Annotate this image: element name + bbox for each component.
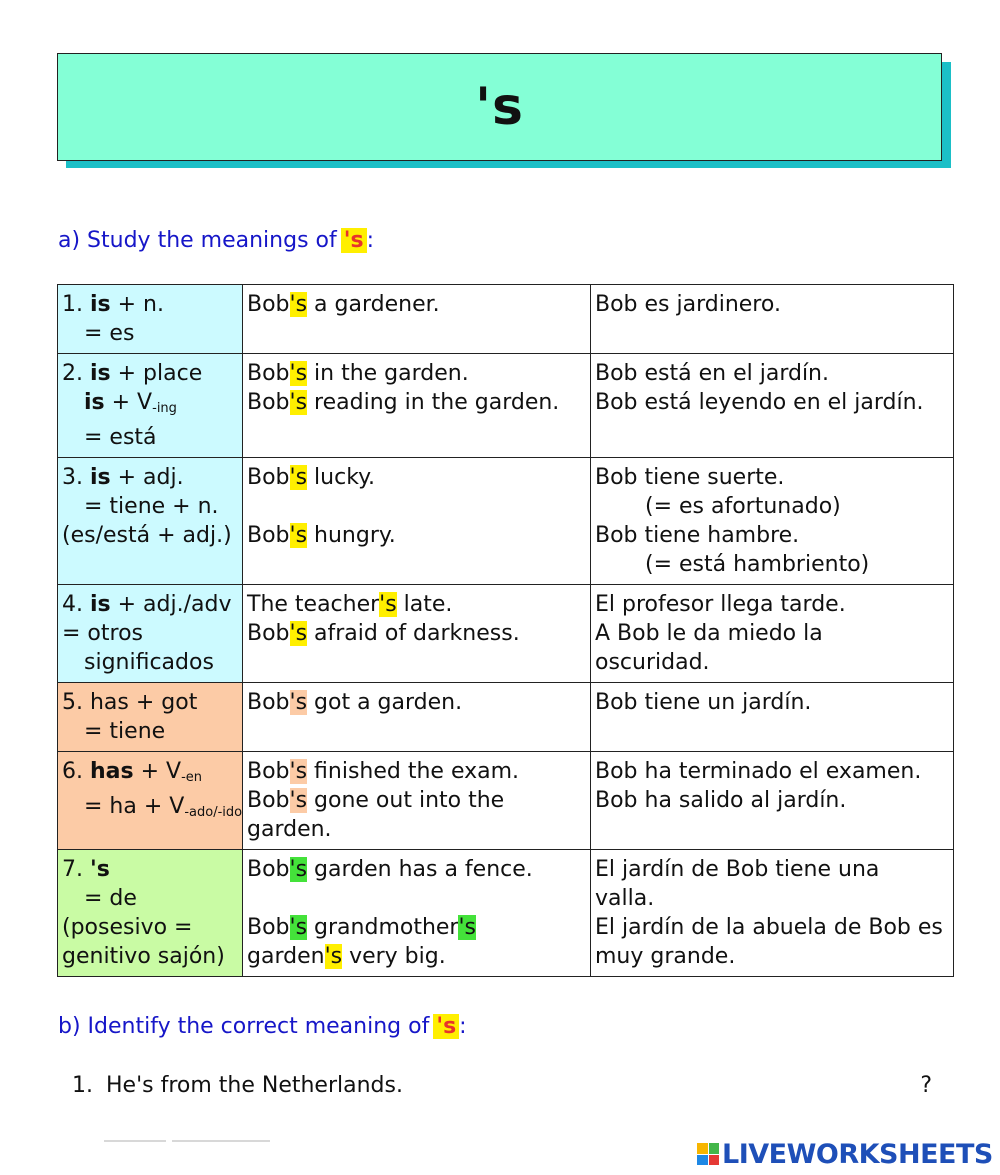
- equivalence: = otros: [62, 621, 143, 646]
- pattern-text: 5. has + got: [62, 690, 198, 715]
- translation-text: El profesor llega tarde.: [595, 592, 846, 617]
- example-text: Bob: [247, 621, 290, 646]
- row-number: 2.: [62, 361, 83, 386]
- section-a-colon: :: [366, 228, 375, 253]
- title-banner: [57, 53, 942, 161]
- example-text: Bob: [247, 523, 290, 548]
- example-text: gone out into the: [307, 788, 505, 813]
- example-cell: [243, 585, 591, 683]
- pattern-text: + place: [110, 361, 203, 386]
- equivalence-note: genitivo sajón): [62, 944, 225, 969]
- section-b-mark: 's: [433, 1014, 459, 1039]
- equivalence: = de: [84, 886, 137, 911]
- keyword: is: [90, 465, 111, 490]
- equivalence: = tiene: [84, 719, 166, 744]
- pattern-text: + V: [104, 390, 153, 415]
- example-text: Bob: [247, 915, 290, 940]
- table-row: [58, 458, 954, 585]
- equivalence: significados: [84, 650, 214, 675]
- example-cell: [243, 354, 591, 458]
- table-row: [58, 585, 954, 683]
- example-text: a gardener.: [307, 292, 440, 317]
- example-cell: [243, 285, 591, 354]
- example-text: late.: [396, 592, 453, 617]
- translation-cell: [591, 354, 954, 458]
- example-text: Bob: [247, 465, 290, 490]
- translation-cell: [591, 850, 954, 977]
- example-text: lucky.: [307, 465, 376, 490]
- apostrophe-s-highlight: 's: [289, 690, 308, 715]
- equivalence: = está: [84, 425, 157, 450]
- translation-cell: [591, 585, 954, 683]
- example-text: got a garden.: [307, 690, 463, 715]
- liveworksheets-logo: [697, 1138, 993, 1170]
- translation-note: (= está hambriento): [645, 552, 870, 577]
- translation-text: Bob tiene suerte.: [595, 465, 785, 490]
- section-b-heading: [58, 1014, 467, 1039]
- example-text: The teacher: [247, 592, 380, 617]
- example-text: Bob: [247, 690, 290, 715]
- section-b-colon: :: [459, 1014, 467, 1039]
- keyword: is: [90, 592, 111, 617]
- example-cell: [243, 850, 591, 977]
- subscript: -ado/-ido: [184, 805, 243, 820]
- row-number: 7.: [62, 857, 83, 882]
- apostrophe-s-highlight: 's: [289, 759, 308, 784]
- answer-blank-line: [172, 1140, 270, 1142]
- equivalence-note: (es/está + adj.): [62, 523, 232, 548]
- example-text: garden has a fence.: [307, 857, 533, 882]
- apostrophe-s-highlight: 's: [289, 361, 308, 386]
- meaning-cell: [58, 285, 243, 354]
- logo-badge-icon: [697, 1143, 719, 1165]
- example-text: Bob: [247, 390, 290, 415]
- example-text: Bob: [247, 361, 290, 386]
- translation-text: Bob es jardinero.: [595, 292, 781, 317]
- answer-blank-line: [104, 1140, 166, 1142]
- pattern-text: + adj./adv: [110, 592, 232, 617]
- meaning-cell: [58, 354, 243, 458]
- question-item: [72, 1073, 932, 1098]
- translation-text: Bob ha salido al jardín.: [595, 788, 847, 813]
- apostrophe-s-highlight: 's: [289, 390, 308, 415]
- page-title: 's: [475, 77, 524, 137]
- translation-text: oscuridad.: [595, 650, 710, 675]
- example-text: garden.: [247, 817, 332, 842]
- section-a-heading: [58, 228, 374, 253]
- apostrophe-s-highlight: 's: [324, 944, 343, 969]
- keyword: is: [90, 292, 111, 317]
- answer-dropdown[interactable]: ?: [920, 1073, 932, 1098]
- example-text: Bob: [247, 788, 290, 813]
- apostrophe-s-highlight: 's: [289, 788, 308, 813]
- meaning-cell: [58, 752, 243, 850]
- translation-cell: [591, 458, 954, 585]
- meaning-cell: [58, 850, 243, 977]
- translation-text: valla.: [595, 886, 655, 911]
- table-row: [58, 354, 954, 458]
- translation-text: Bob ha terminado el examen.: [595, 759, 922, 784]
- translation-text: Bob está leyendo en el jardín.: [595, 390, 924, 415]
- keyword: is: [90, 361, 111, 386]
- meaning-cell: [58, 683, 243, 752]
- pattern-text: + n.: [110, 292, 164, 317]
- translation-text: Bob está en el jardín.: [595, 361, 829, 386]
- translation-text: Bob tiene hambre.: [595, 523, 800, 548]
- meanings-table: [57, 284, 954, 977]
- section-a-label: a) Study the meanings of: [58, 228, 337, 253]
- logo-text: LIVEWORKSHEETS: [722, 1138, 993, 1170]
- table-row: [58, 752, 954, 850]
- keyword: 's: [90, 857, 110, 882]
- row-number: 1.: [62, 292, 83, 317]
- example-text: Bob: [247, 759, 290, 784]
- example-cell: [243, 683, 591, 752]
- apostrophe-s-highlight: 's: [289, 465, 308, 490]
- apostrophe-s-highlight: 's: [289, 915, 308, 940]
- translation-cell: [591, 752, 954, 850]
- equivalence: = ha + V: [84, 794, 185, 819]
- row-number: 3.: [62, 465, 83, 490]
- table-row: [58, 683, 954, 752]
- example-text: Bob: [247, 292, 290, 317]
- equivalence-note: (posesivo =: [62, 915, 193, 940]
- translation-text: A Bob le da miedo la: [595, 621, 823, 646]
- keyword: has: [90, 759, 134, 784]
- apostrophe-s-highlight: 's: [289, 621, 308, 646]
- example-cell: [243, 752, 591, 850]
- meaning-cell: [58, 458, 243, 585]
- example-text: garden: [247, 944, 325, 969]
- example-text: finished the exam.: [307, 759, 520, 784]
- example-text: afraid of darkness.: [307, 621, 520, 646]
- apostrophe-s-highlight: 's: [289, 523, 308, 548]
- translation-text: El jardín de la abuela de Bob es: [595, 915, 943, 940]
- example-cell: [243, 458, 591, 585]
- example-text: Bob: [247, 857, 290, 882]
- translation-text: El jardín de Bob tiene una: [595, 857, 880, 882]
- translation-cell: [591, 683, 954, 752]
- example-text: reading in the garden.: [307, 390, 560, 415]
- row-number: 4.: [62, 592, 83, 617]
- question-text: He's from the Netherlands.: [106, 1073, 403, 1098]
- example-text: very big.: [342, 944, 446, 969]
- pattern-text: + adj.: [110, 465, 184, 490]
- section-a-mark: 's: [341, 228, 367, 253]
- subscript: -en: [181, 770, 203, 785]
- translation-text: muy grande.: [595, 944, 736, 969]
- question-number: 1.: [72, 1073, 93, 1098]
- apostrophe-s-highlight: 's: [458, 915, 476, 940]
- translation-text: Bob tiene un jardín.: [595, 690, 812, 715]
- meaning-cell: [58, 585, 243, 683]
- section-b-label: b) Identify the correct meaning of: [58, 1014, 430, 1039]
- equivalence: = tiene + n.: [84, 494, 219, 519]
- keyword: is: [84, 390, 105, 415]
- apostrophe-s-highlight: 's: [289, 857, 308, 882]
- translation-cell: [591, 285, 954, 354]
- translation-note: (= es afortunado): [645, 494, 841, 519]
- pattern-text: + V: [133, 759, 182, 784]
- example-text: grandmother: [307, 915, 459, 940]
- table-row: [58, 850, 954, 977]
- apostrophe-s-highlight: 's: [379, 592, 397, 617]
- example-text: in the garden.: [307, 361, 469, 386]
- row-number: 6.: [62, 759, 83, 784]
- table-row: [58, 285, 954, 354]
- subscript: -ing: [152, 401, 177, 416]
- equivalence: = es: [84, 321, 135, 346]
- apostrophe-s-highlight: 's: [289, 292, 308, 317]
- example-text: hungry.: [307, 523, 396, 548]
